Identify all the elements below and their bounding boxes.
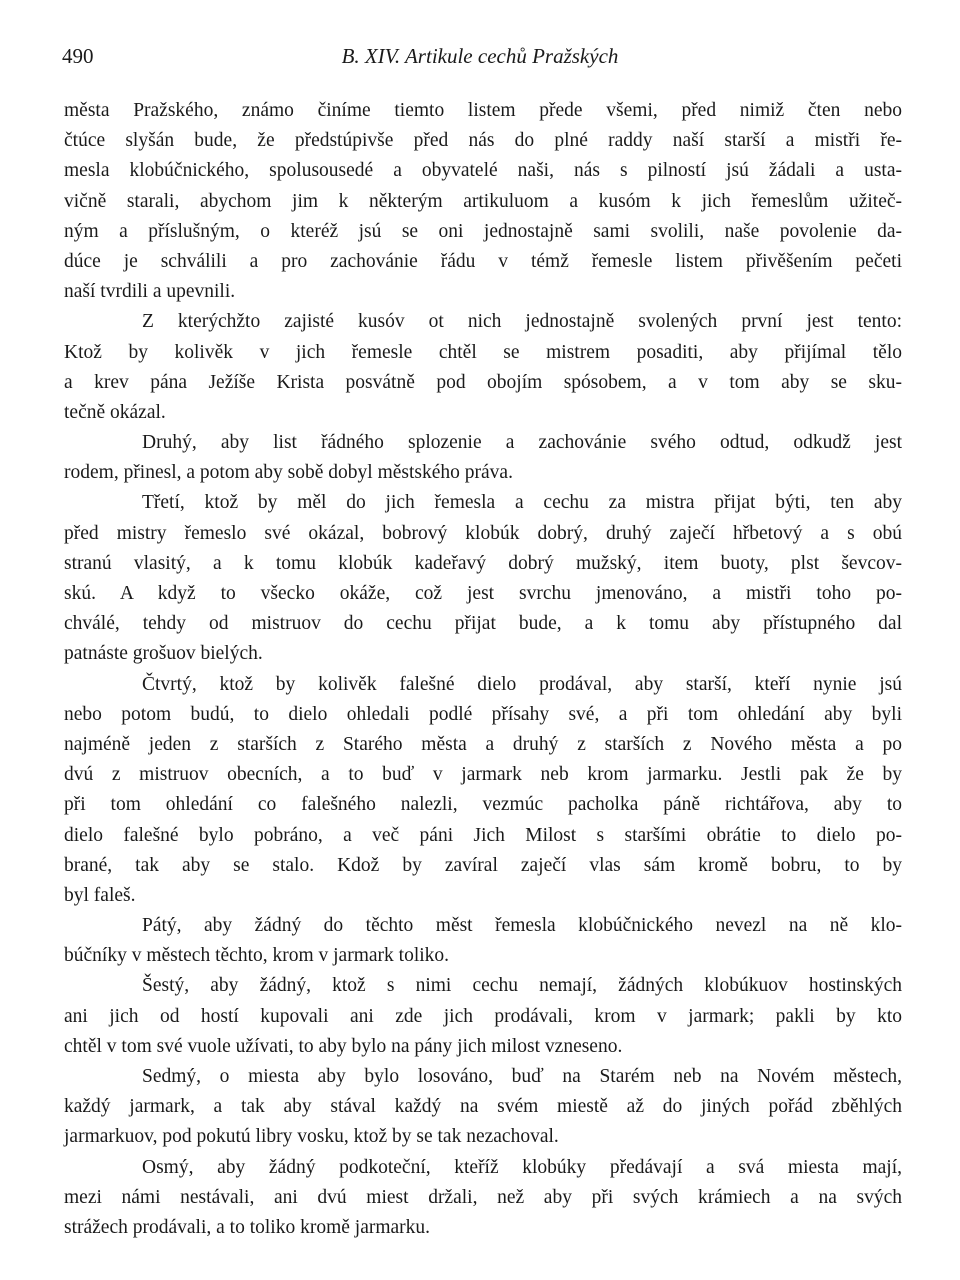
- text-line: brané, tak aby se stalo. Kdož by zavíral zaječí vlas sám kromě bobru, to by: [64, 854, 902, 876]
- text-line: ným a příslušným, o kteréž jsú se oni jednostajně sami svolili, naše povolenie da-: [64, 220, 902, 242]
- text-line: stranú vlasitý, a k tomu klobúk kadeřavý dobrý mužský, item buoty, plst ševcov-: [64, 552, 902, 574]
- text-line: města Pražského, známo činíme tiemto listem přede všemi, před nimiž čten nebo: [64, 100, 902, 121]
- text-line: čtúce slyšán bude, že předstúpivše před nás do plné raddy naší starší a mistři ře-: [64, 130, 902, 152]
- text-line: tečně okázal.: [64, 401, 166, 423]
- text-line: Z kterýchžto zajisté kusóv ot nich jednostajně svolených první jest tento:: [142, 311, 902, 333]
- text-line: chtěl v tom své vuole užívati, to aby bylo na pány jich milost vzneseno.: [64, 1035, 623, 1057]
- text-line: při tom ohledání co falešného nalezli, vezmúc pacholka páně richtářova, aby to: [64, 794, 902, 816]
- text-line: Druhý, aby list řádného splozenie a zachovánie svého odtud, odkudž jest: [142, 432, 902, 454]
- text-line: strážech prodávali, a to toliko kromě jarmarku.: [64, 1216, 431, 1238]
- text-line: rodem, přinesl, a potom aby sobě dobyl městského práva.: [64, 462, 513, 484]
- text-line: ani jich od hostí kupovali ani zde jich prodávali, krom v jarmark; pakli by kto: [64, 1005, 902, 1027]
- text-line: jarmarkuov, pod pokutú libry vosku, ktož by se tak nezachoval.: [64, 1126, 559, 1148]
- text-line: Sedmý, o miesta aby bylo losováno, buď na Starém neb na Novém městech,: [142, 1066, 902, 1087]
- text-line: búčníky v městech těchto, krom v jarmark toliko.: [64, 945, 450, 967]
- text-line: Osmý, aby žádný podkoteční, kteříž klobúky předávají a svá miesta mají,: [142, 1156, 902, 1178]
- text-line: dvú z mistruov obecních, a to buď v jarmark neb krom jarmarku. Jestli pak že by: [64, 764, 902, 786]
- text-line: chválé, tehdy od mistruov do cechu přijat bude, a k tomu aby přístupného dal: [64, 613, 902, 635]
- text-line: každý jarmark, a tak aby stával každý na svém miestě až do jiných pořád zběhlých: [64, 1096, 902, 1118]
- text-line: Třetí, ktož by měl do jich řemesla a cechu za mistra přijat býti, ten aby: [142, 492, 902, 514]
- text-line: skú. A když to všecko okáže, což jest svrchu jmenováno, a mistři toho po-: [64, 583, 902, 604]
- running-title: B. XIV. Artikule cechů Pražských: [341, 44, 619, 68]
- text-line: byl faleš.: [64, 884, 136, 906]
- text-line: nebo potom budú, to dielo ohledali podlé přísahy své, a při tom ohledání aby byli: [64, 703, 902, 725]
- text-line: Ktož by kolivěk v jich řemesle chtěl se mistrem posaditi, aby přijímal tělo: [64, 341, 902, 363]
- text-line: před mistry řemeslo své okázal, bobrový klobúk dobrý, druhý zaječí hřbetový a s obú: [64, 522, 902, 544]
- text-line: Šestý, aby žádný, ktož s nimi cechu nemají, žádných klobúkuov hostinských: [142, 975, 902, 997]
- page-header: [62, 44, 898, 74]
- body-text: [64, 96, 902, 1243]
- text-line: patnáste grošuov bielých.: [64, 643, 263, 665]
- text-line: najméně jeden z starších z Starého města a druhý z starších z Nového města a po: [64, 733, 902, 755]
- text-line: mesla klobúčnického, spolusousedé a obyvatelé naši, nás s pilností jsú žádali a usta-: [64, 160, 902, 182]
- text-line: dielo falešné bylo pobráno, a več páni Jich Milost s staršími obrátie to dielo po-: [64, 824, 902, 846]
- text-line: Pátý, aby žádný do těchto měst řemesla klobúčnického nevezl na ně klo-: [142, 915, 902, 937]
- text-line: naší tvrdili a upevnili.: [64, 281, 236, 303]
- text-line: mezi námi nestávali, ani dvú miest držali, než aby při svých krámiech a na svých: [64, 1186, 902, 1208]
- page-number: 490: [62, 44, 94, 68]
- text-line: vičně starali, abychom jim k některým artikuluom a kusóm k jich řemeslům užiteč-: [64, 190, 902, 212]
- text-line: a krev pána Ježíše Krista posvátně pod obojím spósobem, a v tom aby se sku-: [64, 371, 902, 393]
- text-line: dúce je schválili a pro zachovánie řádu v témž řemesle listem přivěšením pečeti: [64, 250, 902, 272]
- text-line: Čtvrtý, ktož by kolivěk falešné dielo prodával, aby starší, kteří nynie jsú: [142, 673, 902, 695]
